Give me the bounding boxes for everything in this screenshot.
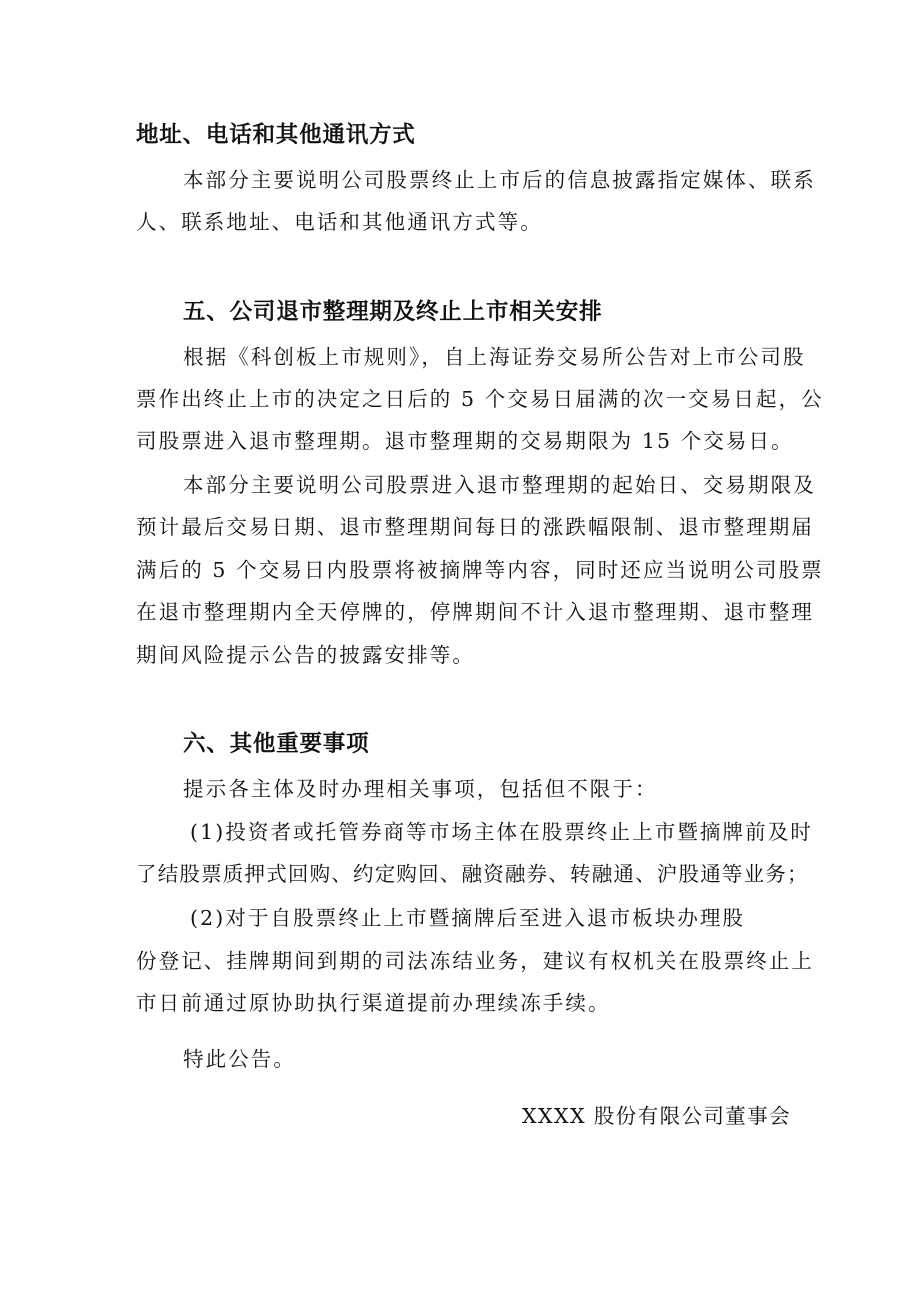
paragraph-line: 满后的 5 个交易日内股票将被摘牌等内容，同时还应当说明公司股票 <box>136 558 824 582</box>
paragraph-line: 在退市整理期内全天停牌的，停牌期间不计入退市整理期、退市整理 <box>136 600 814 624</box>
section-heading-6: 六、其他重要事项 <box>183 731 370 757</box>
paragraph-line: 根据《科创板上市规则》，自上海证券交易所公告对上市公司股 <box>183 345 806 369</box>
paragraph-line: 本部分主要说明公司股票终止上市后的信息披露指定媒体、联系 <box>183 168 816 192</box>
paragraph-line: 票作出终止上市的决定之日后的 5 个交易日届满的次一交易日起，公 <box>136 387 824 411</box>
list-item-line: (2)对于自股票终止上市暨摘牌后至进入退市板块办理股 <box>190 906 746 930</box>
paragraph-line: 提示各主体及时办理相关事项，包括但不限于： <box>183 777 658 801</box>
paragraph-line: 本部分主要说明公司股票进入退市整理期的起始日、交易期限及 <box>183 473 816 497</box>
paragraph-line: 司股票进入退市整理期。退市整理期的交易期限为 15 个交易日。 <box>136 429 794 453</box>
paragraph-line: 预计最后交易日期、退市整理期间每日的涨跌幅限制、退市整理期届 <box>136 515 814 539</box>
closing-text: 特此公告。 <box>183 1047 296 1071</box>
paragraph-line: 人、联系地址、电话和其他通讯方式等。 <box>136 210 543 234</box>
list-item-line: 份登记、挂牌期间到期的司法冻结业务，建议有权机关在股票终止上 <box>136 949 814 973</box>
signature: XXXX 股份有限公司董事会 <box>522 1104 791 1128</box>
list-item-line: 了结股票质押式回购、约定购回、融资融券、转融通、沪股通等业务； <box>136 862 809 886</box>
list-item-line: (1)投资者或托管券商等市场主体在股票终止上市暨摘牌前及时 <box>190 820 813 844</box>
paragraph-line: 期间风险提示公告的披露安排等。 <box>136 643 475 667</box>
section-heading-contact: 地址、电话和其他通讯方式 <box>136 122 416 148</box>
list-item-line: 市日前通过原协助执行渠道提前办理续冻手续。 <box>136 991 611 1015</box>
section-heading-5: 五、公司退市整理期及终止上市相关安排 <box>183 299 603 325</box>
